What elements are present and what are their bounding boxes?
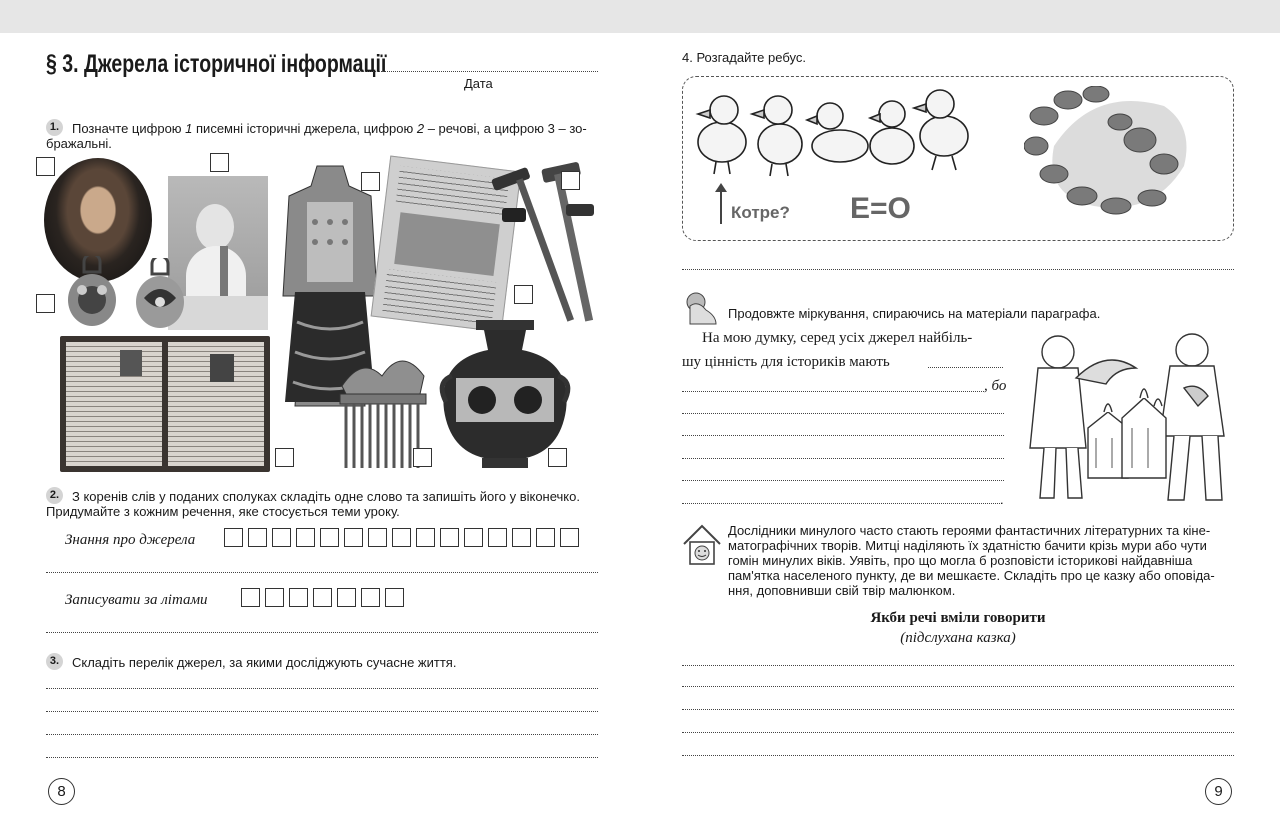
task1-number: 1. bbox=[46, 119, 63, 136]
letter-box[interactable] bbox=[320, 528, 339, 547]
answer-line[interactable] bbox=[46, 757, 598, 758]
letter-box[interactable] bbox=[241, 588, 260, 607]
page-number-left: 8 bbox=[48, 778, 75, 805]
checkbox-tools[interactable] bbox=[561, 171, 580, 190]
children-with-artifacts-image bbox=[1016, 328, 1236, 508]
answer-line[interactable] bbox=[682, 732, 1234, 733]
answer-line[interactable] bbox=[682, 686, 1234, 687]
letter-box[interactable] bbox=[440, 528, 459, 547]
answer-line[interactable] bbox=[682, 413, 1004, 414]
reasoning-line1: На мою думку, серед усіх джерел найбіль- bbox=[702, 330, 973, 346]
letter-box[interactable] bbox=[344, 528, 363, 547]
letter-box[interactable] bbox=[385, 588, 404, 607]
answer-line[interactable] bbox=[682, 458, 1004, 459]
checkbox-costume[interactable] bbox=[361, 172, 380, 191]
rebus-question: Котре? bbox=[731, 203, 790, 222]
task3-text: Складіть перелік джерел, за якими досліджують сучасне життя. bbox=[72, 655, 457, 670]
task3-number: 3. bbox=[46, 653, 63, 670]
creative-line-4: пам'ятка населеного пункту, де ви мешкаєте. Складіть про це казку або оповіда- bbox=[728, 568, 1215, 583]
creative-line-5: ння, доповнивши свій твір малюнком. bbox=[728, 583, 956, 598]
answer-line[interactable] bbox=[46, 572, 598, 573]
arrow-up-icon bbox=[714, 182, 728, 226]
reasoning-instruction: Продовжте міркування, спираючись на матеріали параграфа. bbox=[728, 306, 1101, 321]
pendant-jewelry-image bbox=[66, 256, 118, 328]
top-bar bbox=[0, 0, 1280, 33]
task2-text-line1: З коренів слів у поданих сполуках складіть одне слово та запишіть його у віконечко. bbox=[72, 489, 580, 504]
letter-box[interactable] bbox=[313, 588, 332, 607]
letter-box[interactable] bbox=[464, 528, 483, 547]
answer-line[interactable] bbox=[46, 711, 598, 712]
letter-box[interactable] bbox=[368, 528, 387, 547]
letter-box[interactable] bbox=[560, 528, 579, 547]
page-title: § 3. Джерела історичної інформації bbox=[46, 50, 387, 78]
rebus-equation: Е=О bbox=[850, 192, 911, 225]
checkbox-chronicle[interactable] bbox=[514, 285, 533, 304]
story-title: Якби речі вміли говорити bbox=[870, 610, 1046, 626]
answer-line[interactable] bbox=[46, 632, 598, 633]
ducklings-image bbox=[692, 86, 978, 178]
task4-text: 4. Розгадайте ребус. bbox=[682, 50, 806, 65]
ancient-tools-image bbox=[488, 160, 604, 336]
date-label: Дата bbox=[464, 76, 493, 91]
task1-text bbox=[72, 121, 602, 136]
date-line bbox=[358, 71, 598, 72]
letter-box[interactable] bbox=[224, 528, 243, 547]
bell-icon bbox=[684, 290, 720, 328]
letter-box[interactable] bbox=[272, 528, 291, 547]
creative-line-1: Дослідники минулого часто стають героями фантастичних літературних та кіне- bbox=[728, 523, 1211, 538]
answer-line[interactable] bbox=[46, 734, 598, 735]
task1-digit2: 2 bbox=[416, 121, 425, 136]
answer-line[interactable] bbox=[928, 367, 1003, 368]
story-subtitle: (підслухана казка) bbox=[900, 630, 1016, 646]
letter-box[interactable] bbox=[289, 588, 308, 607]
creative-text bbox=[728, 523, 1234, 598]
answer-line[interactable] bbox=[682, 503, 1002, 504]
letter-box[interactable] bbox=[361, 588, 380, 607]
stones-waterfall-image bbox=[1024, 86, 1202, 216]
phrase2-label: Записувати за літами bbox=[65, 592, 208, 608]
answer-line[interactable] bbox=[682, 755, 1234, 756]
letter-box[interactable] bbox=[416, 528, 435, 547]
answer-line[interactable] bbox=[682, 435, 1004, 436]
checkbox-book[interactable] bbox=[275, 448, 294, 467]
task1-digit1: 1 bbox=[185, 121, 193, 136]
page-number-right: 9 bbox=[1205, 778, 1232, 805]
checkbox-girl-photo[interactable] bbox=[210, 153, 229, 172]
answer-line[interactable] bbox=[682, 709, 1234, 710]
letter-box[interactable] bbox=[265, 588, 284, 607]
phrase1-label: Знання про джерела bbox=[65, 532, 196, 548]
reasoning-period: . bbox=[1000, 492, 1004, 507]
task1-text-a: Позначте цифрою bbox=[72, 121, 186, 136]
checkbox-vase[interactable] bbox=[548, 448, 567, 467]
task2-number: 2. bbox=[46, 487, 63, 504]
answer-line[interactable] bbox=[682, 269, 1234, 270]
letter-box[interactable] bbox=[392, 528, 411, 547]
letter-box[interactable] bbox=[296, 528, 315, 547]
answer-line[interactable] bbox=[682, 665, 1234, 666]
task1-text-line2: бражальні. bbox=[46, 136, 112, 151]
reasoning-line2: шу цінність для істориків мають bbox=[682, 354, 890, 370]
letter-box[interactable] bbox=[337, 588, 356, 607]
letter-box[interactable] bbox=[536, 528, 555, 547]
phrase2-letter-boxes[interactable] bbox=[241, 588, 409, 607]
task1-text-c: – речові, а цифрою 3 – зо- bbox=[424, 121, 587, 136]
letter-box[interactable] bbox=[248, 528, 267, 547]
task2-text-line2: Придумайте з кожним речення, яке стосується теми уроку. bbox=[46, 504, 400, 519]
letter-box[interactable] bbox=[512, 528, 531, 547]
pendant-jewelry-image-2 bbox=[134, 258, 186, 330]
checkbox-pendants[interactable] bbox=[36, 294, 55, 313]
phrase1-letter-boxes[interactable] bbox=[224, 528, 584, 547]
answer-line[interactable] bbox=[682, 480, 1004, 481]
answer-line[interactable] bbox=[682, 391, 984, 392]
task1-text-b: писемні історичні джерела, цифрою bbox=[192, 121, 417, 136]
house-icon bbox=[682, 522, 722, 566]
creative-line-2: матографічних творів. Митці наділяють їх здатністю бачити крізь мури або чути bbox=[728, 538, 1207, 553]
letter-box[interactable] bbox=[488, 528, 507, 547]
checkbox-comb[interactable] bbox=[413, 448, 432, 467]
reasoning-because: , бо bbox=[984, 378, 1007, 394]
creative-line-3: гомін минулих віків. Уявіть, про що могла б розповісти історикові найдавніша bbox=[728, 553, 1193, 568]
manuscript-book-image bbox=[60, 336, 270, 472]
answer-line[interactable] bbox=[46, 688, 598, 689]
checkbox-portrait[interactable] bbox=[36, 157, 55, 176]
